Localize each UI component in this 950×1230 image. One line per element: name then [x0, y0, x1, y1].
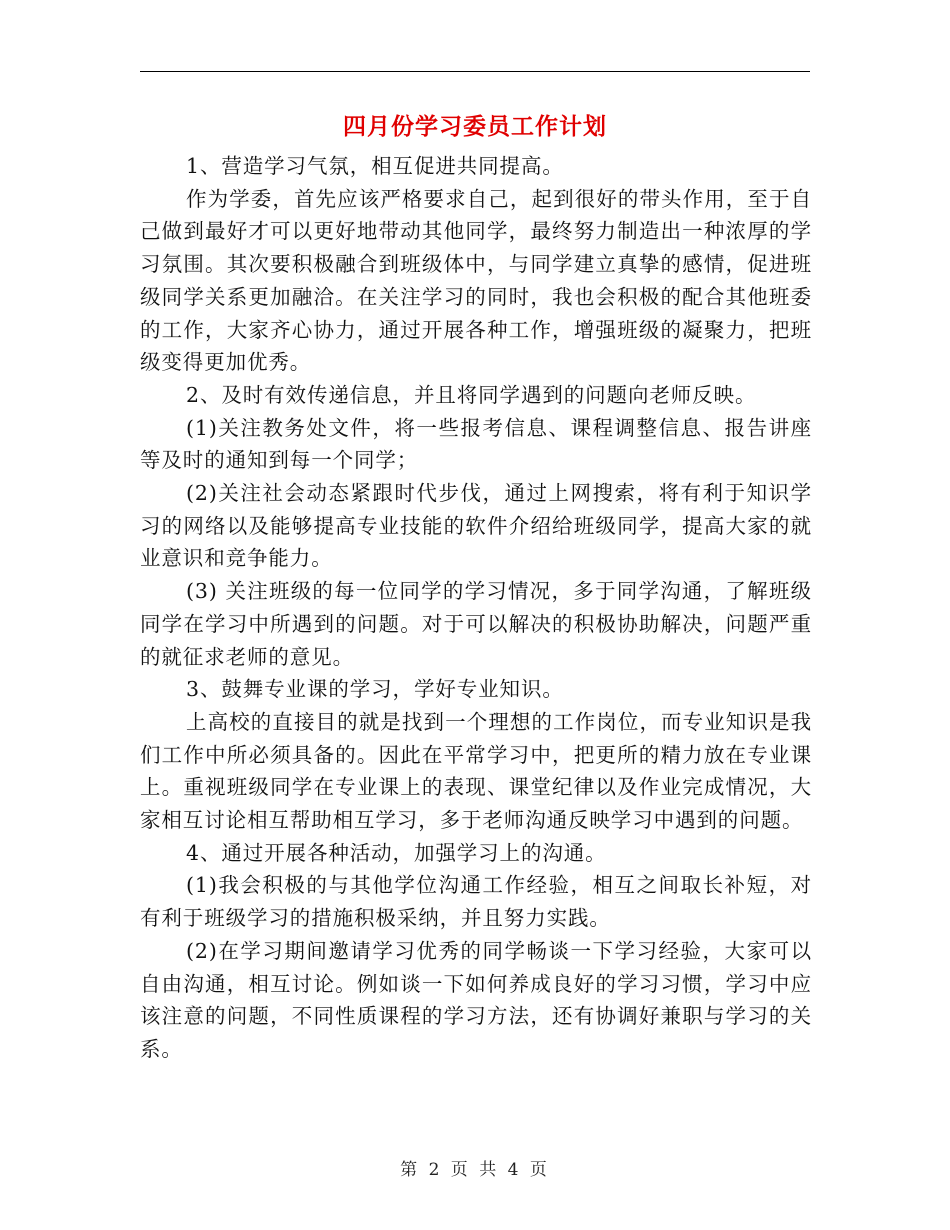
section-heading-3: 3、鼓舞专业课的学习，学好专业知识。 [186, 677, 564, 702]
document-title: 四月份学习委员工作计划 [343, 114, 607, 140]
paragraph: 作为学委，首先应该严格要求自己，起到很好的带头作用，至于自己做到最好才可以更好地带动其他同学，最终努力制造出一种浓厚的学习氛围。其次要积极融合到班级体中，与同学建立真挚的感情，促进班级同学关系更加融洽。在关注学习的同时，我也会积极的配合其他班委的工作，大家齐心协力，通过开展各种工作，增强班级的凝聚力，把班级变得更加优秀。 [140, 186, 812, 375]
list-item: (2)关注社会动态紧跟时代步伐，通过上网搜索，将有利于知识学习的网络以及能够提高专业技能的软件介绍给班级同学，提高大家的就业意识和竞争能力。 [140, 481, 812, 571]
document-body [140, 150, 812, 1066]
list-item: (2)在学习期间邀请学习优秀的同学畅谈一下学习经验，大家可以自由沟通，相互讨论。例如谈一下如何养成良好的学习习惯，学习中应该注意的问题，不同性质课程的学习方法，还有协调好兼职与学习的关系。 [140, 938, 812, 1061]
list-item: (1)关注教务处文件，将一些报考信息、课程调整信息、报告讲座等及时的通知到每一个同学； [140, 415, 812, 473]
section-heading-2: 2、及时有效传递信息，并且将同学遇到的问题向老师反映。 [186, 382, 757, 407]
section-heading-1: 1、营造学习气氛，相互促进共同提高。 [186, 154, 564, 178]
page-footer: 第 2 页 共 4 页 [400, 1160, 550, 1180]
header-rule [140, 71, 810, 72]
list-item: (3) 关注班级的每一位同学的学习情况，多于同学沟通，了解班级同学在学习中所遇到的问题。对于可以解决的积极协助解决，问题严重的就征求老师的意见。 [140, 579, 812, 669]
paragraph: 上高校的直接目的就是找到一个理想的工作岗位，而专业知识是我们工作中所必须具备的。因此在平常学习中，把更所的精力放在专业课上。重视班级同学在专业课上的表现、课堂纪律以及作业完成情况，大家相互讨论相互帮助相互学习，多于老师沟通反映学习中遇到的问题。 [140, 709, 812, 833]
list-item: (1)我会积极的与其他学位沟通工作经验，相互之间取长补短，对有利于班级学习的措施积极采纳，并且努力实践。 [140, 873, 812, 931]
section-heading-4: 4、通过开展各种活动，加强学习上的沟通。 [186, 840, 607, 865]
